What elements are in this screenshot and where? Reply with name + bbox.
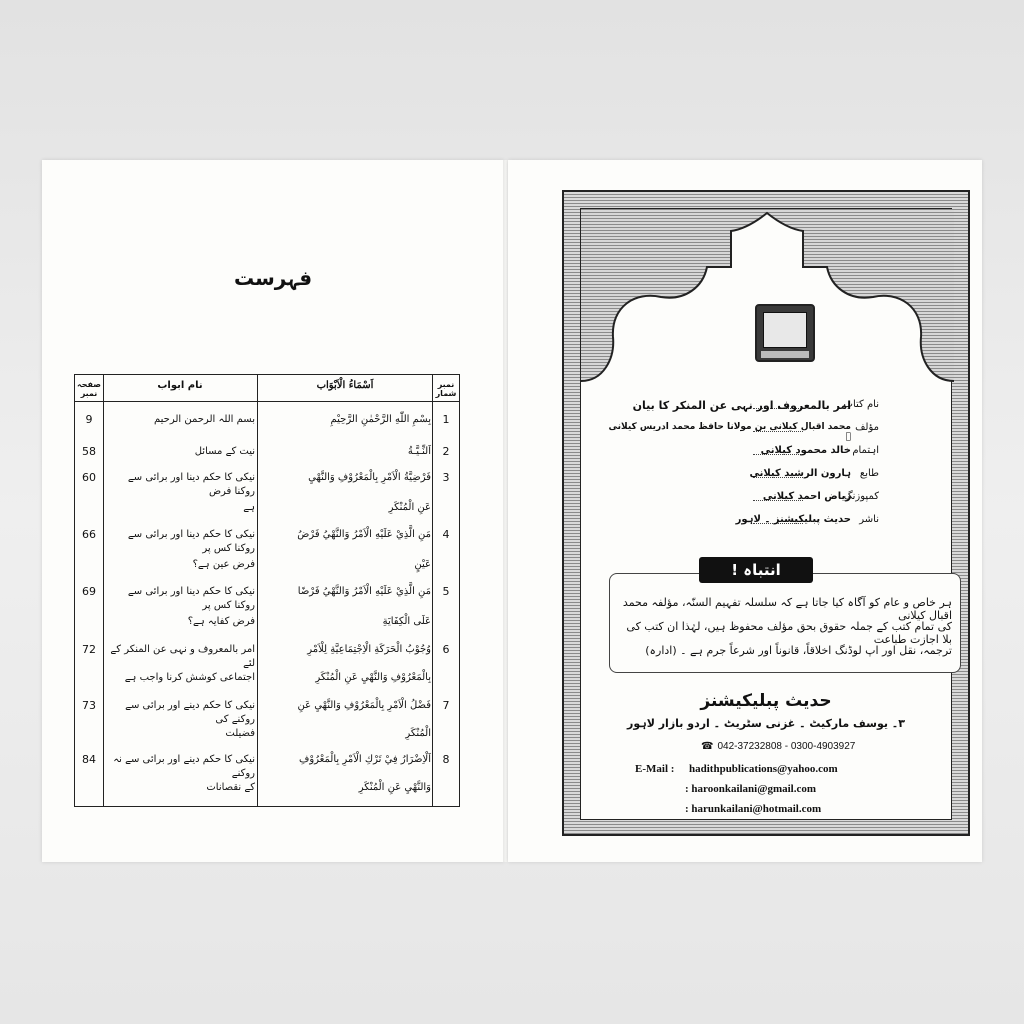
row-arabic-cont: عَلَى الْكِفَايَةِ bbox=[382, 616, 431, 627]
contents-page bbox=[42, 160, 504, 862]
row-urdu-cont: کے نقصانات bbox=[206, 782, 255, 793]
row-arabic: وُجُوْبُ الْحَرَكَةِ الْاِجْتِمَاعِيَّةِ لِلْاَمْرِ bbox=[307, 644, 431, 655]
warning-title: انتباہ ! bbox=[699, 557, 813, 583]
info-row-printer bbox=[581, 468, 951, 486]
info-label: اہتمام bbox=[852, 445, 879, 456]
row-number: 2 bbox=[442, 445, 450, 458]
row-urdu-cont: فرض عین ہے؟ bbox=[192, 559, 255, 570]
row-urdu: بسم اللہ الرحمن الرحیم bbox=[153, 414, 255, 425]
contents-table bbox=[74, 374, 460, 807]
publisher-name: حدیث پبلیکیشنز bbox=[700, 691, 832, 711]
row-arabic-cont: الْمُنْكَرِ bbox=[405, 728, 431, 739]
info-value: حدیث پبلیکیشنز ۔ لاہور bbox=[735, 514, 851, 525]
info-label: طابع bbox=[859, 468, 879, 479]
info-value: محمد اقبال کیلانی بن مولانا حافظ محمد ادریس کیلانی ﷫ bbox=[608, 422, 851, 442]
imprint-panel bbox=[580, 208, 952, 820]
logo-band bbox=[761, 351, 809, 358]
row-urdu-cont: فضیلت bbox=[225, 728, 255, 739]
row-urdu: نیکی کا حکم دینا اور برائی سے روکنا فرض bbox=[127, 472, 255, 497]
row-page: 60 bbox=[82, 471, 96, 484]
info-value: ہارون الرشید کیلانی bbox=[749, 468, 851, 479]
info-row-composing bbox=[581, 491, 951, 509]
email-label: E-Mail : bbox=[635, 763, 675, 775]
phone-number: 042-37232808 - 0300-4903927 bbox=[717, 741, 856, 752]
row-number: 6 bbox=[442, 643, 450, 656]
header-number: نمبر شمار bbox=[435, 380, 457, 398]
row-page: 72 bbox=[82, 643, 96, 656]
row-urdu-cont: فرض کفایہ ہے؟ bbox=[187, 616, 255, 627]
row-number: 5 bbox=[442, 585, 450, 598]
info-label: مؤلف bbox=[855, 422, 879, 433]
row-urdu-cont: ہے bbox=[243, 502, 255, 513]
imprint-page bbox=[508, 160, 982, 862]
arch-ornament bbox=[581, 209, 954, 389]
row-number: 3 bbox=[442, 471, 450, 484]
info-label: کمپوزنگ bbox=[843, 491, 879, 502]
header-urdu-title: نام ابواب bbox=[157, 380, 203, 391]
publisher-logo bbox=[755, 304, 815, 362]
row-arabic-cont: عَنِ الْمُنْكَرِ bbox=[388, 502, 431, 513]
row-arabic: فَضْلُ الْاَمْرِ بِالْمَعْرُوْفِ وَالنَّهْيِ عَنِ bbox=[297, 700, 431, 711]
info-value: امر بالمعروف اور نہی عن المنکر کا بیان bbox=[632, 399, 851, 412]
publisher-address: ۳۔ یوسف مارکیٹ ۔ غزنی سٹریٹ ۔ اردو بازار لاہور bbox=[627, 717, 905, 730]
info-row-management bbox=[581, 445, 951, 463]
email-link[interactable]: hadithpublications@yahoo.com bbox=[689, 763, 838, 775]
row-urdu: امر بالمعروف و نہی عن المنکر کے لئے bbox=[110, 644, 255, 669]
row-urdu: نیت کے مسائل bbox=[194, 446, 255, 457]
row-number: 7 bbox=[442, 699, 450, 712]
row-arabic: مَنِ الَّذِيْ عَلَيْهِ الْاَمْرُ وَالنَّهْيُ فَرْضُ bbox=[297, 529, 431, 540]
row-arabic: بِسْمِ اللّٰهِ الرَّحْمٰنِ الرَّحِيْمِ bbox=[330, 414, 431, 425]
info-label: نام کتاب bbox=[843, 399, 879, 410]
logo-book-icon bbox=[763, 312, 807, 348]
header-arabic-title: اَسْمَاءُ الْاَبْوَاب bbox=[316, 380, 374, 391]
row-urdu: نیکی کا حکم دینے اور برائی سے نہ روکنے bbox=[113, 754, 255, 779]
row-page: 9 bbox=[85, 413, 93, 426]
table-divider bbox=[103, 375, 104, 806]
email-link[interactable]: : harunkailani@hotmail.com bbox=[685, 803, 822, 815]
row-page: 66 bbox=[82, 528, 96, 541]
row-arabic: فَرْضِيَّةُ الْاَمْرِ بِالْمَعْرُوْفِ وَالنَّهْيِ bbox=[308, 472, 431, 483]
info-value: ریاض احمد کیلانی bbox=[762, 491, 851, 502]
row-arabic: مَنِ الَّذِيْ عَلَيْهِ الْاَمْرُ وَالنَّهْيُ فَرْضًا bbox=[297, 586, 431, 597]
info-row-author bbox=[581, 422, 951, 440]
row-urdu-cont: اجتماعی کوشش کرنا واجب ہے bbox=[124, 672, 255, 683]
notice-line: کی تمام کتب کے جملہ حقوق بحق مؤلف محفوظ ہیں، لہٰذا ان کتب کی بلا اجازت طباعت bbox=[626, 620, 952, 646]
row-page: 84 bbox=[82, 753, 96, 766]
notice-line: ترجمہ، نقل اور اپ لوڈنگ اخلاقاً، قانوناً اور شرعاً جرم ہے ۔ (ادارہ) bbox=[645, 644, 952, 657]
phone-icon: ☎ bbox=[701, 741, 714, 752]
header-page: صفحہ نمبر bbox=[77, 380, 101, 398]
row-number: 8 bbox=[442, 753, 450, 766]
row-number: 4 bbox=[442, 528, 450, 541]
table-header bbox=[75, 375, 459, 402]
notice-line: ہر خاص و عام کو آگاہ کیا جاتا ہے کہ سلسلہ تفہیم السنّہ، مؤلفہ محمد اقبال کیلانی bbox=[622, 596, 952, 622]
imprint-frame bbox=[562, 190, 970, 836]
info-value: خالد محمود کیلانی bbox=[760, 445, 851, 456]
row-urdu: نیکی کا حکم دینا اور برائی سے روکنا کس پر bbox=[127, 586, 255, 611]
table-divider bbox=[257, 375, 258, 806]
contents-title: فہرست bbox=[233, 266, 313, 290]
info-label: ناشر bbox=[859, 514, 879, 525]
row-urdu: نیکی کا حکم دینے اور برائی سے روکنے کی bbox=[125, 700, 255, 725]
row-arabic-cont: عَيْنٍ bbox=[414, 559, 431, 570]
warning-notice bbox=[609, 573, 961, 673]
row-arabic-cont: وَالنَّهْيِ عَنِ الْمُنْكَرِ bbox=[358, 782, 431, 793]
phone-line bbox=[701, 741, 855, 752]
row-page: 58 bbox=[82, 445, 96, 458]
row-page: 69 bbox=[82, 585, 96, 598]
row-arabic: اَلنِّـيَّـةُ bbox=[407, 446, 431, 457]
row-arabic-cont: بِالْمَعْرُوْفِ وَالنَّهْيِ عَنِ الْمُنْكَرِ bbox=[315, 672, 431, 683]
info-row-title bbox=[581, 399, 951, 417]
row-number: 1 bbox=[442, 413, 450, 426]
row-arabic: اَلْاِضْرَارُ فِيْ تَرْكِ الْاَمْرِ بِالْمَعْرُوْفِ bbox=[298, 754, 431, 765]
info-row-publisher bbox=[581, 514, 951, 532]
row-urdu: نیکی کا حکم دینا اور برائی سے روکنا کس پر bbox=[127, 529, 255, 554]
email-link[interactable]: : haroonkailani@gmail.com bbox=[685, 783, 817, 795]
row-page: 73 bbox=[82, 699, 96, 712]
